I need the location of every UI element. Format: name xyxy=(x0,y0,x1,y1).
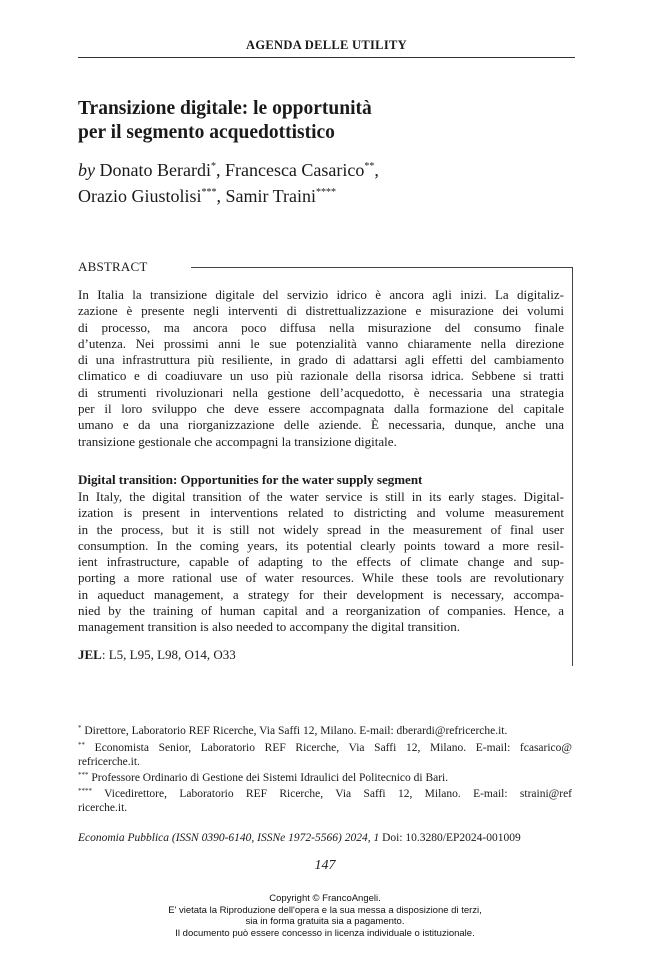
running-header: AGENDA DELLE UTILITY xyxy=(246,38,407,52)
footnote-text: Economista Senior, Laboratorio REF Ricerche, Via Saffi 12, Milano. E-mail: fcasarico@ xyxy=(94,742,573,754)
footnote-mark: **** xyxy=(78,787,92,795)
footnote-text: Professore Ordinario di Gestione dei Sistemi Idraulici del Politecnico di Bari. xyxy=(91,772,449,784)
english-abstract xyxy=(78,489,564,636)
footnote-line xyxy=(78,771,572,785)
text-line: di una infrastruttura più resiliente, in grado di adattarsi agli effetti del cambiamento xyxy=(78,352,564,368)
text-line: di strumenti rivoluzionari nella gestione dell’acquedotto, è necessaria una strategia xyxy=(78,384,564,400)
text-line: In Italy, the digital transition of the water service is still in its early stages. Digital- xyxy=(78,489,564,504)
copyright-line: sia in forma gratuita sia a pagamento. xyxy=(245,916,405,927)
english-abstract-title: Digital transition: Opportunities for the water supply segment xyxy=(78,472,423,487)
footnote-mark: *** xyxy=(78,771,89,779)
title-line: per il segmento acquedottistico xyxy=(78,122,335,143)
author-mark: *** xyxy=(201,187,217,198)
abstract-box-top-rule xyxy=(191,267,572,268)
copyright-line: E' vietata la Riproduzione dell'opera e la sua messa a disposizione di terzi, xyxy=(168,904,482,916)
footnote xyxy=(78,741,572,769)
author-mark: * xyxy=(210,161,216,172)
header-rule xyxy=(78,57,575,58)
italian-abstract xyxy=(78,287,564,450)
footnote-mark: * xyxy=(78,724,82,732)
text-line: zazione è presente negli interventi di distrettualizzazione e misurazione dei volumi xyxy=(78,303,564,319)
footnote xyxy=(78,724,572,738)
doi: Doi: 10.3280/EP2024-001009 xyxy=(379,832,521,844)
text-line: in aqueduct management, a strategy for their development is necessary, accompa- xyxy=(78,586,564,602)
footnote-text: Direttore, Laboratorio REF Ricerche, Via Saffi 12, Milano. E-mail: dberardi@refricerche.it. xyxy=(84,725,508,737)
author-name: Donato Berardi xyxy=(99,160,211,180)
footnote xyxy=(78,771,572,785)
text-line: In Italia la transizione digitale del servizio idrico è ancora agli inizi. La digitaliz- xyxy=(78,287,564,302)
text-line: di processo, ma ancora poco diffusa nella misurazione del consumo finale xyxy=(78,319,564,335)
author-name: Francesca Casarico xyxy=(224,160,365,180)
journal-info: Economia Pubblica (ISSN 0390-6140, ISSNe 1972-5566) 2024, 1 xyxy=(78,832,380,844)
article-title xyxy=(78,97,578,145)
journal-citation xyxy=(78,832,521,844)
author-mark: **** xyxy=(316,187,337,198)
footnote-text: Vicedirettore, Laboratorio REF Ricerche, Via Saffi 12, Milano. E-mail: straini@ref xyxy=(104,788,573,800)
footnote-line xyxy=(78,724,572,738)
text-line: ient infrastructure, capable of adapting to the effects of climate change and sup- xyxy=(78,554,564,570)
footnote-line: ricerche.it. xyxy=(78,802,128,814)
abstract-label: ABSTRACT xyxy=(78,259,148,274)
text-line: in the process, but it is still not widely spread in the measurement of final user xyxy=(78,521,564,537)
footnote-line xyxy=(78,741,572,755)
page-number: 147 xyxy=(314,858,336,873)
footnote-mark: ** xyxy=(78,741,85,749)
text-line: consumption. In the coming years, its potential clearly points toward a more resil- xyxy=(78,537,564,553)
author-list xyxy=(78,157,578,209)
text-line: per il loro sviluppo che deve essere accompagnata dalla formazione del capitale xyxy=(78,401,564,417)
jel-codes xyxy=(78,647,236,663)
footnote-line xyxy=(78,787,572,801)
copyright-line: Copyright © FrancoAngeli. xyxy=(269,893,381,904)
text-line: porting a more rational use of water resources. While these tools are revolutionary xyxy=(78,570,564,586)
author-name: Samir Traini xyxy=(225,186,317,206)
by-label: by xyxy=(78,160,95,180)
author-line: Orazio Giustolisi***, Samir Traini**** xyxy=(78,186,337,206)
text-line: nied by the training of human capital and a reorganization of companies. Hence, a xyxy=(78,603,564,619)
author-line: by Donato Berardi*, Francesca Casarico**, xyxy=(78,160,379,180)
copyright-notice xyxy=(0,893,650,939)
footnote-line: refricerche.it. xyxy=(78,756,140,768)
jel-label: JEL xyxy=(78,647,102,662)
text-line: d’utenza. Nei prossimi anni le sue potenzialità vanno chiaramente nella direzione xyxy=(78,335,564,351)
jel-values: : L5, L95, L98, O14, O33 xyxy=(101,647,236,662)
text-line: umano e da una riorganizzazione delle aziende. È necessaria, dunque, anche una xyxy=(78,417,564,433)
text-line: climatico e di coadiuvare un uso più razionale della risorsa idrica. Sebbene si tratti xyxy=(78,368,564,384)
title-line: Transizione digitale: le opportunità xyxy=(78,98,372,119)
text-line: management transition is also needed to accompany the digital transition. xyxy=(78,619,460,635)
abstract-box-side-rule xyxy=(572,267,573,666)
text-line: ization is present in interventions related to districting and volume measurement xyxy=(78,505,564,521)
text-line: transizione gestionale che accompagni la transizione digitale. xyxy=(78,433,397,449)
author-name: Orazio Giustolisi xyxy=(78,186,202,206)
footnote xyxy=(78,787,572,815)
author-mark: ** xyxy=(364,161,375,172)
copyright-line: Il documento può essere concesso in licenza individuale o istituzionale. xyxy=(175,927,475,939)
